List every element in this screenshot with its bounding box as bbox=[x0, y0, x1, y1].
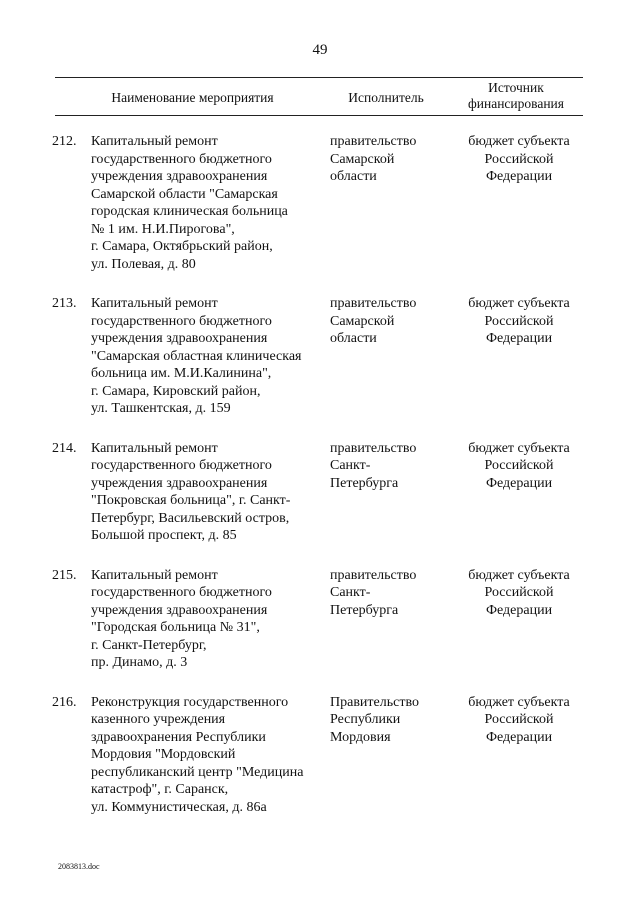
page-number: 49 bbox=[312, 42, 328, 58]
table-header-top-rule bbox=[55, 77, 583, 78]
document-filename: 2083813.doc bbox=[58, 862, 100, 871]
row-executor: правительство Самарской области bbox=[330, 296, 417, 346]
table-row bbox=[52, 133, 587, 273]
row-executor: правительство Санкт- Петербурга bbox=[330, 567, 417, 618]
table-body bbox=[52, 133, 587, 838]
row-event-name: Капитальный ремонт государственного бюджетного учреждения здравоохранения "Городская больница № 31", г. Санкт-Петербург, пр. Динамо, д. 3 bbox=[91, 567, 272, 670]
row-event-name: Капитальный ремонт государственного бюджетного учреждения здравоохранения "Покровская больница", г. Санкт- Петербург, Васильевский остров, Большой проспект, д. 85 bbox=[91, 440, 291, 543]
row-executor: Правительство Республики Мордовия bbox=[330, 694, 419, 745]
row-funding-source: бюджет субъекта Российской Федерации bbox=[468, 440, 570, 491]
row-event-name: Капитальный ремонт государственного бюджетного учреждения здравоохранения "Самарская областная клиническая больница им. М.И.Калинина", г. Самара, Кировский район, ул. Ташкентская, д. 159 bbox=[91, 296, 302, 416]
table-row bbox=[52, 295, 587, 418]
table-row bbox=[52, 567, 587, 672]
row-executor: правительство Самарской области bbox=[330, 134, 417, 184]
row-event-name: Капитальный ремонт государственного бюджетного учреждения здравоохранения Самарской области "Самарская городская клиническая больница № 1 им. Н.И.Пирогова", г. Самара, Октябрьский район, ул. Полевая, д. 80 bbox=[91, 134, 288, 272]
row-number: 216. bbox=[52, 694, 77, 710]
row-number: 213. bbox=[52, 296, 77, 311]
row-executor: правительство Санкт- Петербурга bbox=[330, 440, 417, 491]
column-header-name: Наименование мероприятия bbox=[111, 90, 274, 105]
row-funding-source: бюджет субъекта Российской Федерации bbox=[468, 134, 570, 184]
column-header-source: Источник финансирования bbox=[468, 80, 564, 111]
row-number: 212. bbox=[52, 134, 77, 149]
row-number: 215. bbox=[52, 567, 77, 583]
row-funding-source: бюджет субъекта Российской Федерации bbox=[468, 694, 570, 745]
column-header-executor: Исполнитель bbox=[348, 90, 424, 105]
table-row bbox=[52, 694, 587, 817]
row-event-name: Реконструкция государственного казенного учреждения здравоохранения Республики Мордовия "Мордовский республиканский центр "Медицина катастроф", г. Саранск, ул. Коммунистическая, д. 86а bbox=[91, 694, 304, 815]
row-funding-source: бюджет субъекта Российской Федерации bbox=[468, 296, 570, 346]
table-header-bottom-rule bbox=[55, 115, 583, 116]
row-funding-source: бюджет субъекта Российской Федерации bbox=[468, 567, 570, 618]
row-number: 214. bbox=[52, 440, 77, 456]
table-row bbox=[52, 440, 587, 545]
